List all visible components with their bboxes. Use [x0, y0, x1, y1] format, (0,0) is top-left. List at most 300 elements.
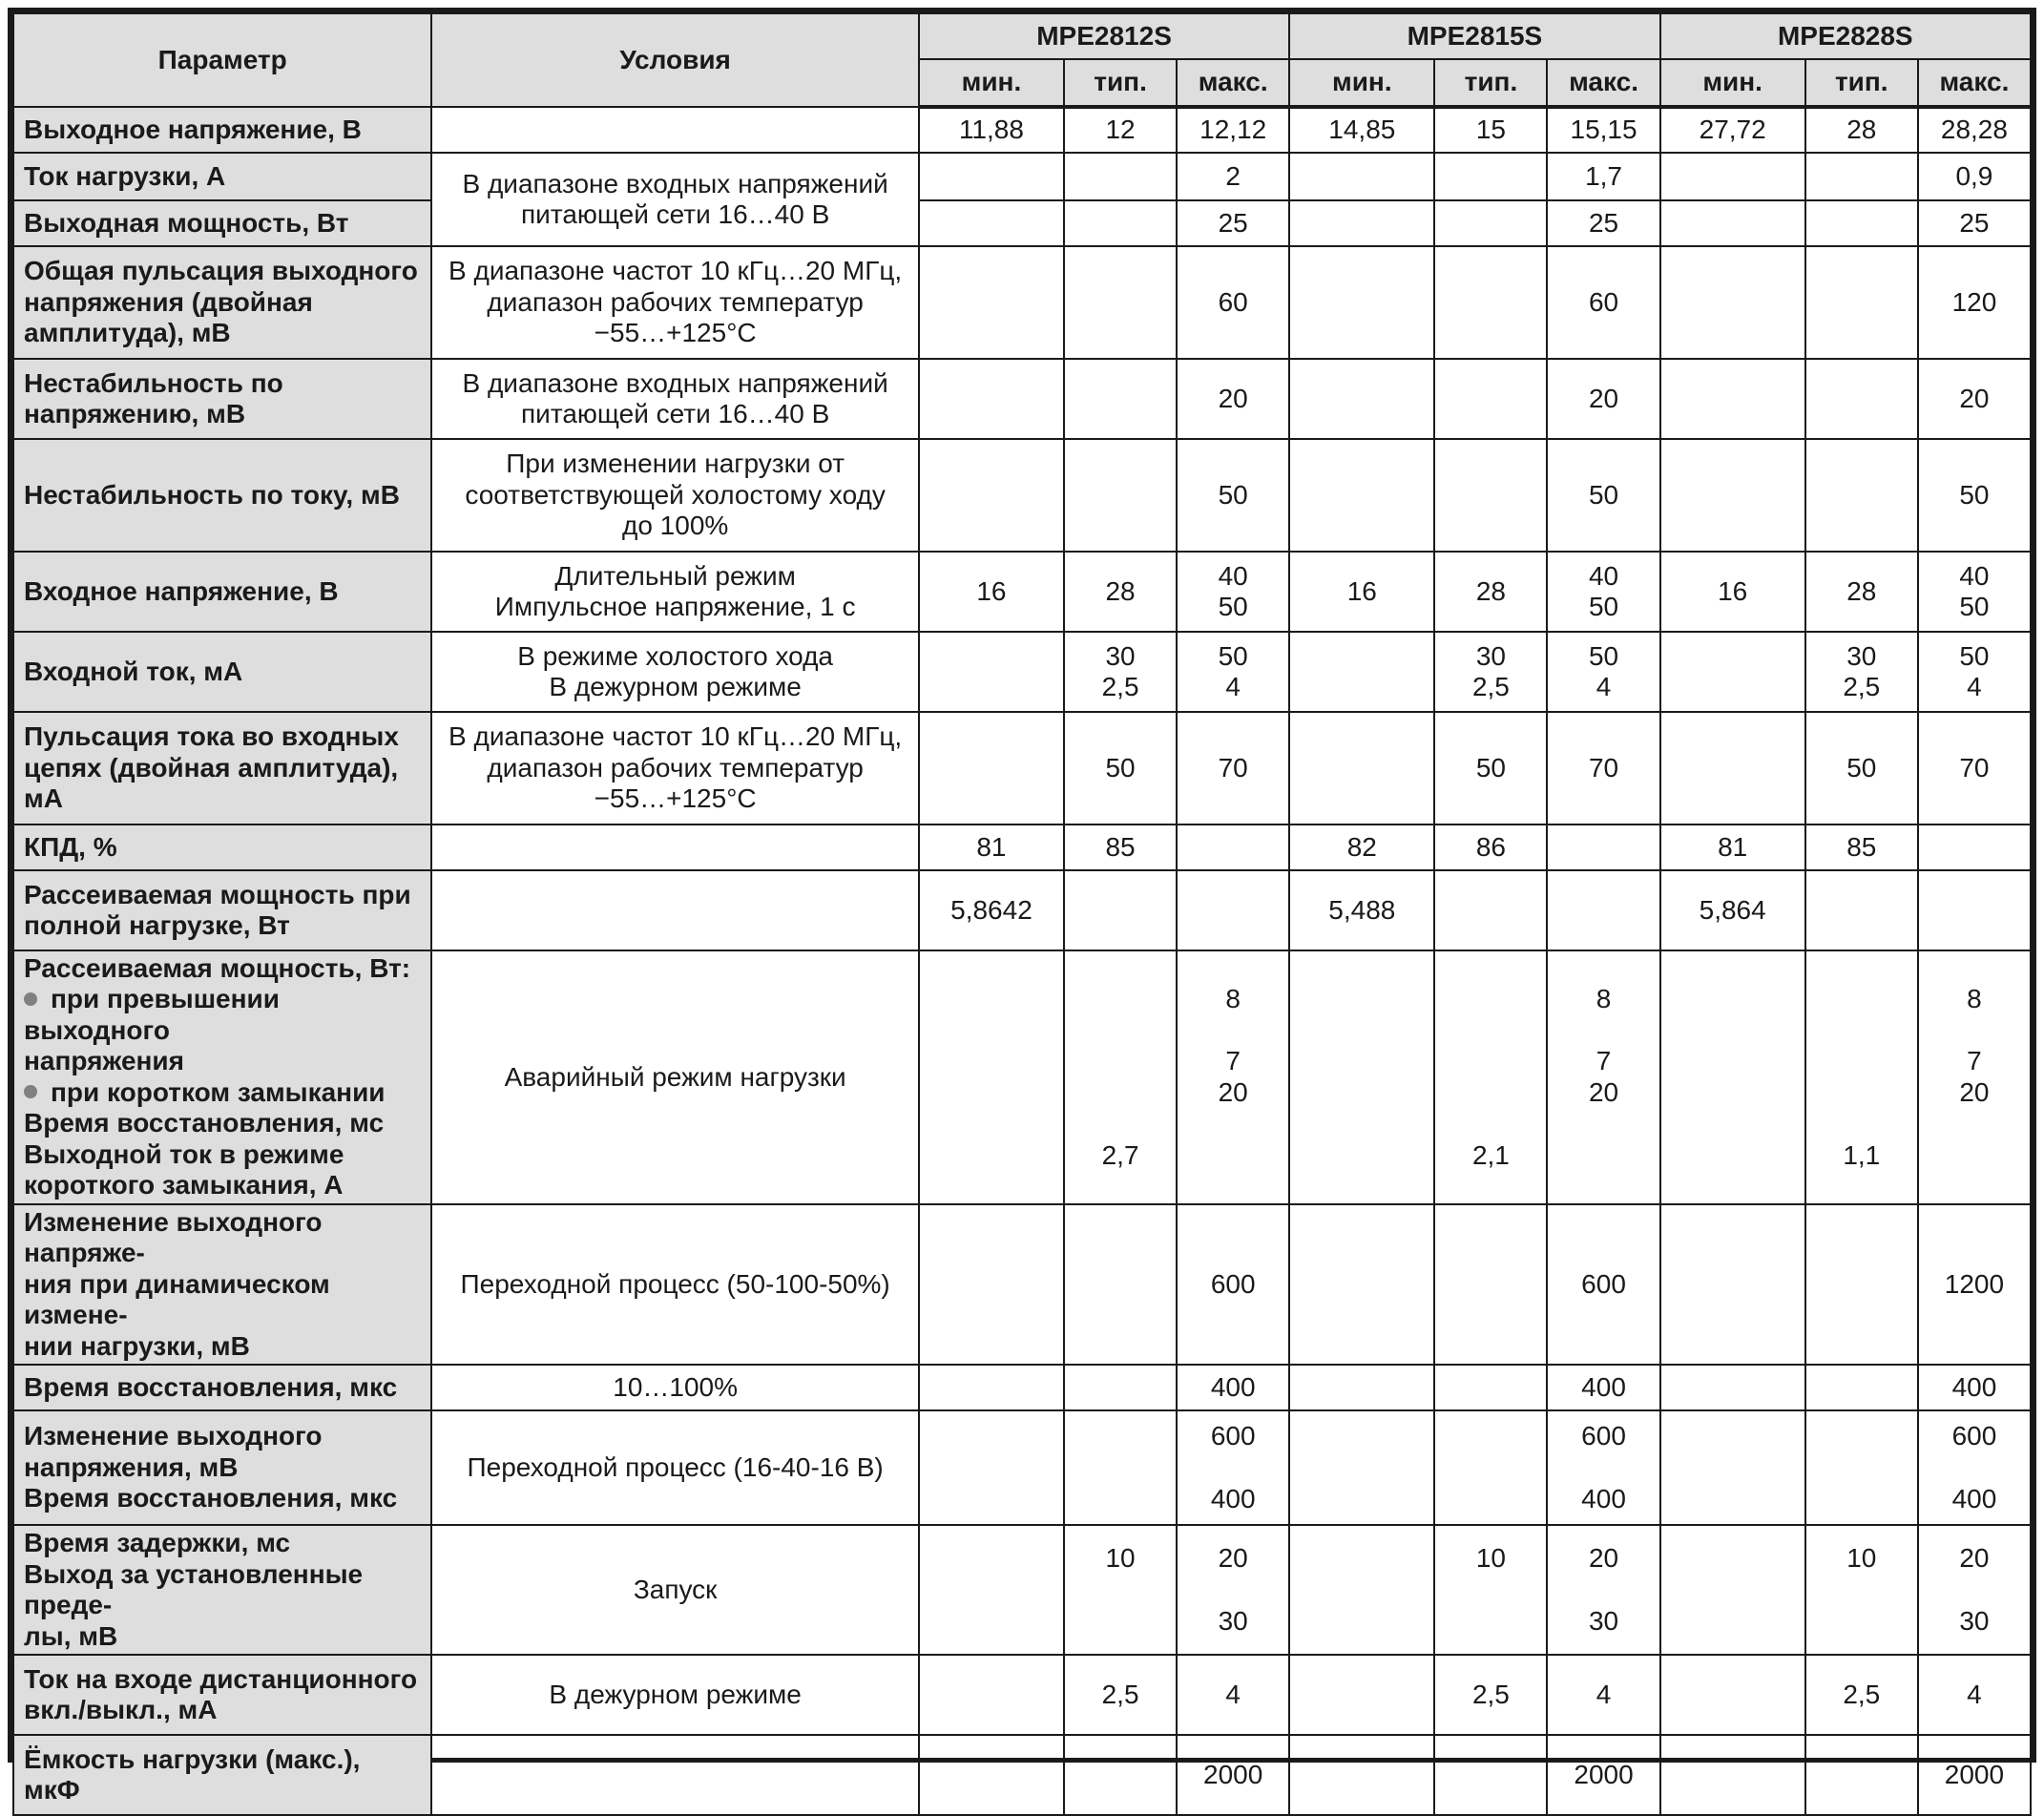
param-cell [13, 246, 431, 359]
value-stack [1445, 832, 1536, 863]
value-text: 30 [1959, 1605, 1990, 1636]
value-stack [1816, 753, 1908, 783]
value-cell [919, 712, 1064, 825]
value-text: 2000 [1574, 1759, 1634, 1789]
value-stack [1929, 641, 2020, 703]
value-stack [1445, 1680, 1536, 1710]
value-stack [1557, 480, 1649, 511]
condition-line: В диапазоне входных напряжений [462, 168, 888, 198]
condition-cell [431, 870, 918, 950]
value-text: 25 [1588, 207, 1619, 238]
param-line [24, 984, 421, 1046]
value-cell [1064, 1365, 1177, 1410]
value-text: 50 [1959, 479, 1990, 510]
value-text: 12,12 [1199, 115, 1267, 145]
condition-line: Аварийный режим нагрузки [504, 1061, 846, 1092]
value-stack [1300, 115, 1424, 145]
value-text: 27,72 [1699, 115, 1766, 145]
value-text: 14,85 [1328, 115, 1396, 145]
value-cell [1177, 825, 1289, 870]
value-cell [1177, 359, 1289, 439]
value-stack [1929, 561, 2020, 623]
condition-line: Запуск [633, 1574, 718, 1604]
value-cell [1918, 107, 2031, 153]
value-stack [1187, 161, 1279, 192]
value-cell [1660, 870, 1805, 950]
value-stack [1816, 1680, 1908, 1710]
value-cell [919, 950, 1064, 1204]
condition-line: соответствующей холостому ходу [465, 479, 886, 510]
value-text: 12 [1105, 115, 1136, 145]
value-cell [1289, 1735, 1434, 1815]
value-cell [919, 1365, 1064, 1410]
value-cell [1805, 632, 1918, 712]
value-cell [1177, 1735, 1289, 1815]
param-line: Ток на входе дистанционного [24, 1663, 418, 1694]
param-line: Время восстановления, мкс [24, 1483, 398, 1513]
param-line: Нестабильность по [24, 367, 283, 398]
condition-cell [431, 1365, 918, 1410]
condition-line: В дежурном режиме [549, 672, 802, 701]
value-cell [1805, 200, 1918, 246]
value-stack [1671, 832, 1795, 863]
value-text: 15,15 [1570, 115, 1637, 145]
value-stack [1816, 1543, 1908, 1637]
value-stack [1557, 1421, 1649, 1514]
value-cell [1805, 1735, 1918, 1815]
header-typ: тип. [1805, 59, 1918, 107]
condition-cell [431, 950, 918, 1204]
header-conditions: Условия [431, 13, 918, 107]
table-row [13, 246, 2031, 359]
value-cell [1805, 825, 1918, 870]
param-cell [13, 712, 431, 825]
value-text: 20 [1959, 1076, 1990, 1107]
table-row [13, 200, 2031, 246]
value-cell [1547, 1365, 1659, 1410]
value-text: 30 [1475, 640, 1506, 671]
param-line: Выходное напряжение, В [24, 114, 362, 144]
value-stack [1557, 1760, 1649, 1790]
value-text: 10 [1475, 1542, 1506, 1573]
param-cell [13, 1735, 431, 1815]
value-cell [1434, 1204, 1547, 1365]
value-text: 40 [1588, 560, 1619, 591]
value-cell [919, 200, 1064, 246]
value-text: 8 [1596, 983, 1612, 1013]
value-text: 4 [1596, 1679, 1612, 1709]
condition-line: В диапазоне частот 10 кГц…20 МГц, [448, 256, 903, 286]
value-cell [1434, 200, 1547, 246]
value-text: 11,88 [958, 115, 1024, 145]
value-cell [1434, 107, 1547, 153]
value-cell [1289, 1655, 1434, 1735]
value-text: 10 [1105, 1542, 1136, 1573]
value-cell [1547, 246, 1659, 359]
value-cell [1660, 950, 1805, 1204]
value-stack [1074, 576, 1166, 607]
condition-line: Переходной процесс (50-100-50%) [460, 1268, 890, 1299]
value-cell [1064, 1410, 1177, 1525]
condition-cell [431, 1204, 918, 1365]
value-cell [1805, 950, 1918, 1204]
value-cell [1547, 552, 1659, 632]
value-cell [1547, 712, 1659, 825]
value-stack [1557, 1269, 1649, 1300]
value-stack [1929, 1760, 2020, 1790]
value-text: 400 [1951, 1371, 1997, 1402]
table-row [13, 712, 2031, 825]
value-text: 2,5 [1843, 672, 1881, 701]
value-text: 20 [1218, 383, 1248, 413]
header-model: MPE2815S [1289, 13, 1659, 59]
header-min: мин. [1660, 59, 1805, 107]
condition-line: питающей сети 16…40 В [521, 199, 830, 229]
param-line: Изменение выходного [24, 1421, 323, 1451]
table-row [13, 870, 2031, 950]
value-cell [1434, 1410, 1547, 1525]
value-stack [1929, 480, 2020, 511]
value-stack [1300, 832, 1424, 863]
value-stack [1671, 895, 1795, 926]
table-header [13, 13, 2031, 107]
value-cell [1289, 200, 1434, 246]
value-text: 10 [1846, 1542, 1877, 1573]
value-cell [1064, 359, 1177, 439]
value-stack [1187, 287, 1279, 318]
table-body [13, 107, 2031, 1815]
value-cell [919, 1204, 1064, 1365]
value-stack [1816, 832, 1908, 863]
value-text: 60 [1588, 286, 1619, 317]
param-cell [13, 200, 431, 246]
param-cell [13, 825, 431, 870]
value-text: 4 [1225, 1679, 1241, 1709]
value-text: 7 [1225, 1046, 1241, 1076]
value-stack [1557, 1680, 1649, 1710]
param-cell [13, 153, 431, 200]
value-cell [1547, 870, 1659, 950]
value-stack [1300, 576, 1424, 607]
value-cell [1547, 107, 1659, 153]
value-cell [1434, 439, 1547, 552]
value-cell [1660, 107, 1805, 153]
value-cell [1064, 712, 1177, 825]
value-text: 20 [1959, 1543, 1990, 1574]
value-cell [1177, 870, 1289, 950]
value-stack [1187, 1543, 1279, 1637]
condition-line: Импульсное напряжение, 1 с [494, 592, 856, 621]
value-cell [1064, 632, 1177, 712]
param-line: Время восстановления, мкс [24, 1371, 398, 1402]
param-line: Ёмкость нагрузки (макс.), мкФ [24, 1743, 361, 1805]
condition-line: В диапазоне входных напряжений [462, 367, 888, 398]
value-stack [1187, 208, 1279, 239]
value-cell [1064, 1655, 1177, 1735]
param-line: Входное напряжение, В [24, 575, 339, 606]
header-max: макс. [1918, 59, 2031, 107]
param-line: КПД, % [24, 831, 117, 862]
condition-line: При изменении нагрузки от [506, 449, 845, 479]
param-line: напряжения (двойная [24, 286, 313, 317]
value-cell [1289, 1525, 1434, 1655]
value-text: 600 [1951, 1421, 1997, 1451]
table-row [13, 153, 2031, 200]
param-cell [13, 552, 431, 632]
value-cell [1289, 246, 1434, 359]
value-stack [1557, 161, 1649, 192]
value-stack [1557, 287, 1649, 318]
value-cell [1289, 107, 1434, 153]
value-cell [1805, 1525, 1918, 1655]
param-line: Пульсация тока во входных [24, 721, 399, 752]
value-cell [1177, 439, 1289, 552]
condition-cell [431, 246, 918, 359]
value-text: 2,5 [1101, 1679, 1139, 1709]
value-cell [1918, 1655, 2031, 1735]
value-stack [1671, 115, 1795, 145]
value-stack [1187, 984, 1279, 1171]
value-cell [1547, 200, 1659, 246]
param-line: Время восстановления, мс [24, 1108, 385, 1138]
value-text: 1200 [1944, 1268, 2005, 1299]
value-cell [1289, 1410, 1434, 1525]
value-cell [1660, 359, 1805, 439]
value-cell [1660, 246, 1805, 359]
value-text: 50 [1588, 479, 1619, 510]
value-cell [1918, 1410, 2031, 1525]
value-text: 1,7 [1585, 160, 1622, 191]
condition-line: диапазон рабочих температур [487, 752, 864, 783]
value-stack [1187, 641, 1279, 703]
value-text: 85 [1846, 831, 1877, 862]
value-cell [919, 1410, 1064, 1525]
value-cell [1918, 1735, 2031, 1815]
value-stack [1929, 1421, 2020, 1514]
value-cell [1660, 712, 1805, 825]
param-cell [13, 1655, 431, 1735]
value-cell [1918, 359, 2031, 439]
value-cell [1805, 1655, 1918, 1735]
param-line: вкл./выкл., мА [24, 1694, 218, 1724]
value-text: 30 [1218, 1605, 1248, 1636]
value-cell [1434, 870, 1547, 950]
value-cell [1064, 870, 1177, 950]
value-cell [1660, 632, 1805, 712]
value-stack [1816, 983, 1908, 1171]
condition-line: Длительный режим [554, 560, 796, 591]
spec-table-frame [8, 8, 2036, 1805]
param-line: Общая пульсация выходного [24, 256, 418, 286]
value-stack [1445, 1543, 1536, 1637]
value-text: 5,8642 [950, 894, 1032, 925]
value-stack [929, 115, 1053, 145]
value-cell [1289, 359, 1434, 439]
value-text: 20 [1959, 383, 1990, 413]
table-row [13, 825, 2031, 870]
value-cell [1434, 359, 1547, 439]
value-cell [1547, 359, 1659, 439]
condition-cell [431, 712, 918, 825]
condition-line: до 100% [621, 511, 729, 541]
value-cell [1547, 632, 1659, 712]
param-line: напряжения [24, 1046, 184, 1076]
value-text: 50 [1475, 752, 1506, 783]
value-text: 400 [1581, 1483, 1626, 1513]
condition-cell [431, 107, 918, 153]
value-cell [1660, 153, 1805, 200]
param-line: Изменение выходного напряже- [24, 1206, 323, 1268]
condition-line: Переходной процесс (16-40-16 В) [467, 1451, 884, 1482]
table-row [13, 359, 2031, 439]
value-text: 4 [1225, 672, 1241, 701]
param-line-text: при превышении выходного [24, 984, 280, 1045]
param-line: Выходной ток в режиме [24, 1138, 344, 1169]
value-stack [1557, 753, 1649, 783]
value-cell [1064, 200, 1177, 246]
value-cell [1918, 825, 2031, 870]
param-cell [13, 359, 431, 439]
value-text: 50 [1846, 752, 1877, 783]
value-stack [1929, 287, 2020, 318]
value-text: 1,1 [1843, 1140, 1881, 1171]
value-stack [1187, 1680, 1279, 1710]
param-line-text: при коротком замыкании [51, 1076, 386, 1107]
value-stack [1557, 641, 1649, 703]
value-cell [919, 552, 1064, 632]
value-text: 8 [1225, 983, 1241, 1013]
bullet-icon [24, 1085, 37, 1098]
value-stack [1445, 983, 1536, 1171]
param-cell [13, 439, 431, 552]
value-text: 20 [1218, 1076, 1248, 1107]
value-text: 4 [1596, 672, 1612, 701]
value-text: 50 [1218, 640, 1248, 671]
table-row [13, 1655, 2031, 1735]
value-stack [1187, 1421, 1279, 1514]
value-cell [1805, 552, 1918, 632]
table-row [13, 1365, 2031, 1410]
param-cell [13, 1410, 431, 1525]
param-cell [13, 1204, 431, 1365]
value-text: 30 [1846, 640, 1877, 671]
value-cell [1289, 870, 1434, 950]
value-cell [1660, 200, 1805, 246]
value-text: 50 [1218, 592, 1248, 621]
value-stack [1187, 480, 1279, 511]
value-cell [1177, 950, 1289, 1204]
header-model: MPE2812S [919, 13, 1289, 59]
value-stack [1557, 1543, 1649, 1637]
value-cell [1434, 1525, 1547, 1655]
param-line: Ток нагрузки, А [24, 160, 226, 191]
value-stack [1557, 1372, 1649, 1403]
value-cell [1177, 107, 1289, 153]
value-cell [919, 359, 1064, 439]
value-text: 86 [1475, 831, 1506, 862]
value-stack [1929, 1543, 2020, 1637]
value-cell [1177, 632, 1289, 712]
condition-line: В режиме холостого хода [517, 640, 833, 671]
header-typ: тип. [1064, 59, 1177, 107]
value-text: 0,9 [1955, 160, 1993, 191]
value-cell [1547, 1410, 1659, 1525]
value-cell [1547, 825, 1659, 870]
value-cell [1177, 1525, 1289, 1655]
value-text: 30 [1588, 1605, 1619, 1636]
value-stack [1557, 561, 1649, 623]
value-cell [1064, 1204, 1177, 1365]
value-stack [929, 576, 1053, 607]
value-cell [1289, 1365, 1434, 1410]
value-text: 28 [1475, 575, 1506, 606]
value-cell [1918, 552, 2031, 632]
value-cell [1064, 825, 1177, 870]
value-cell [1289, 552, 1434, 632]
param-line: Входной ток, мА [24, 656, 243, 686]
value-cell [1547, 439, 1659, 552]
value-cell [1660, 1204, 1805, 1365]
value-cell [919, 107, 1064, 153]
value-cell [1918, 632, 2031, 712]
value-cell [919, 825, 1064, 870]
value-cell [1434, 153, 1547, 200]
value-text: 25 [1218, 207, 1248, 238]
value-text: 16 [1346, 575, 1377, 606]
value-cell [1289, 439, 1434, 552]
value-cell [1177, 200, 1289, 246]
value-stack [1671, 576, 1795, 607]
value-cell [1064, 1735, 1177, 1815]
value-text: 40 [1959, 560, 1990, 591]
param-line: Рассеиваемая мощность при [24, 879, 411, 909]
value-stack [1929, 208, 2020, 239]
value-text: 25 [1959, 207, 1990, 238]
table-row [13, 1525, 2031, 1655]
value-text: 2,5 [1471, 672, 1510, 701]
value-text: 7 [1967, 1046, 1982, 1076]
value-text: 2,5 [1471, 1679, 1510, 1709]
table-row [13, 950, 2031, 1204]
condition-cell [431, 1525, 918, 1655]
value-cell [1805, 712, 1918, 825]
value-cell [1177, 153, 1289, 200]
value-text: 85 [1105, 831, 1136, 862]
value-text: 2,1 [1471, 1140, 1510, 1171]
value-cell [1918, 1204, 2031, 1365]
value-cell [1660, 552, 1805, 632]
value-cell [1805, 359, 1918, 439]
value-stack [1929, 1680, 2020, 1710]
value-stack [1557, 384, 1649, 414]
param-cell [13, 632, 431, 712]
value-stack [1929, 1269, 2020, 1300]
condition-cell [431, 1655, 918, 1735]
value-text: 81 [1718, 831, 1748, 862]
value-text: 4 [1967, 1679, 1982, 1709]
header-typ: тип. [1434, 59, 1547, 107]
param-line: лы, мВ [24, 1620, 118, 1651]
value-stack [929, 832, 1053, 863]
value-text: 82 [1346, 831, 1377, 862]
value-text: 600 [1581, 1268, 1626, 1299]
value-text: 2 [1225, 160, 1241, 191]
value-cell [1177, 1365, 1289, 1410]
value-cell [1064, 552, 1177, 632]
value-cell [1918, 153, 2031, 200]
value-text: 4 [1967, 672, 1982, 701]
table-row [13, 1204, 2031, 1365]
